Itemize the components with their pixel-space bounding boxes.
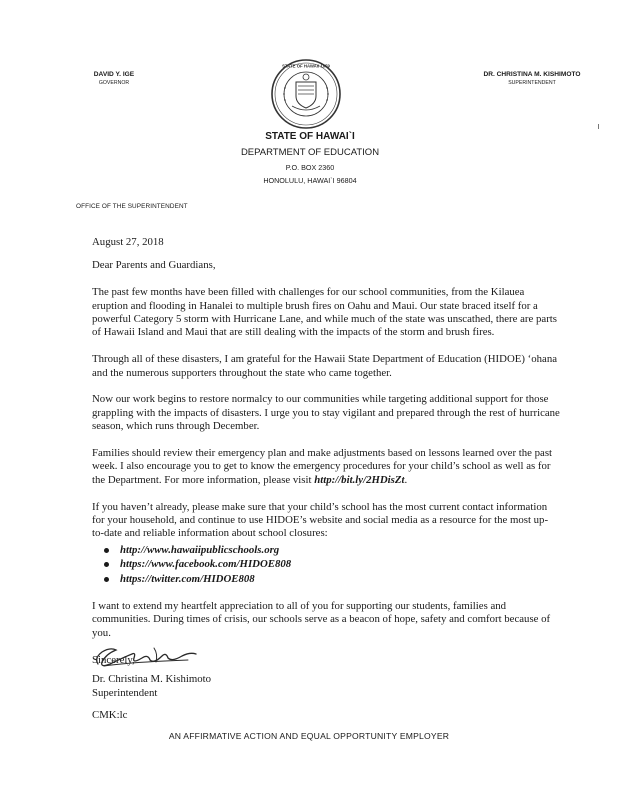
office-label: OFFICE OF THE SUPERINTENDENT (76, 203, 188, 210)
bullet-icon (104, 577, 109, 582)
department-name: DEPARTMENT OF EDUCATION (240, 147, 380, 158)
letter-body (92, 236, 560, 680)
paragraph-4-text: Families should review their emergency plan and make adjustments based on lessons learned over the past week. I also encourage you to get to know the emergency procedures for your child’s school as well as for the Department. For more information, please visit (92, 447, 553, 486)
superintendent-name: DR. CHRISTINA M. KISHIMOTO (483, 71, 581, 78)
superintendent-title: SUPERINTENDENT (508, 80, 556, 86)
twitter-link[interactable]: https://twitter.com/HIDOE808 (120, 573, 255, 586)
info-link[interactable]: http://bit.ly/2HDisZt (314, 473, 405, 486)
letter-date: August 27, 2018 (92, 236, 164, 248)
state-seal-icon (270, 58, 342, 130)
signer-name: Dr. Christina M. Kishimoto (92, 673, 212, 685)
bullet-icon (104, 562, 109, 567)
governor-name: DAVID Y. IGE (93, 71, 135, 78)
city-address: HONOLULU, HAWAI`I 96804 (263, 176, 357, 185)
paragraph-4-end: . (404, 473, 408, 486)
paragraph-6: I want to extend my heartfelt appreciation to all of you for supporting our students, families and communities. During times of crisis, our schools serve as a beacon of hope, safety and comfort because of you. (92, 600, 551, 639)
closing: Sincerely, (92, 653, 135, 666)
list-item (92, 557, 560, 572)
seal-text: STATE OF HAWAII 1959 (282, 63, 330, 69)
paragraph-2: Through all of these disasters, I am grateful for the Hawaii State Department of Education (HIDOE) ‘ohana and the numerous supporters throughout the state who came together. (92, 353, 558, 379)
superintendent-block (462, 71, 602, 87)
letterhead (180, 128, 440, 187)
list-item (92, 543, 560, 558)
salutation: Dear Parents and Guardians, (92, 259, 216, 272)
website-link[interactable]: http://www.hawaiipublicschools.org (120, 543, 280, 556)
resource-links (92, 543, 560, 587)
facebook-link[interactable]: https://www.facebook.com/HIDOE808 (120, 558, 292, 571)
paragraph-4 (92, 447, 560, 487)
governor-block (64, 71, 164, 87)
po-box: P.O. BOX 2360 (285, 163, 335, 172)
signer-title: Superintendent (92, 687, 158, 699)
signer-block (92, 672, 211, 700)
governor-title: GOVERNOR (98, 80, 130, 86)
paragraph-3: Now our work begins to restore normalcy to our communities while targeting additional support for those grappling with the impacts of disasters. I urge you to stay vigilant and prepared through the rest of hurricane season, which runs through December. (92, 393, 560, 433)
signature-icon (92, 636, 202, 672)
scan-mark (598, 124, 599, 129)
footer-statement: AN AFFIRMATIVE ACTION AND EQUAL OPPORTUNITY EMPLOYER (168, 731, 450, 741)
paragraph-5: If you haven’t already, please make sure that your child’s school has the most current contact information for your household, and continue to use HIDOE’s website and social media as a resource for the most up-to-date and reliable information about school closures: (92, 500, 549, 540)
reference-initials: CMK:lc (92, 709, 128, 721)
list-item (92, 572, 560, 587)
state-name: STATE OF HAWAI`I (265, 131, 355, 142)
bullet-icon (104, 548, 109, 553)
paragraph-1: The past few months have been filled with challenges for our school communities, from the Kilauea eruption and flooding in Hanalei to multiple brush fires on Oahu and Maui. Our state braced itself for a powerful Category 5 storm with Hurricane Lane, and while much of the state was unscathed, there are parts of Hawaii Island and Maui that are still dealing with the impacts of the storm and brush fires. (92, 286, 558, 339)
